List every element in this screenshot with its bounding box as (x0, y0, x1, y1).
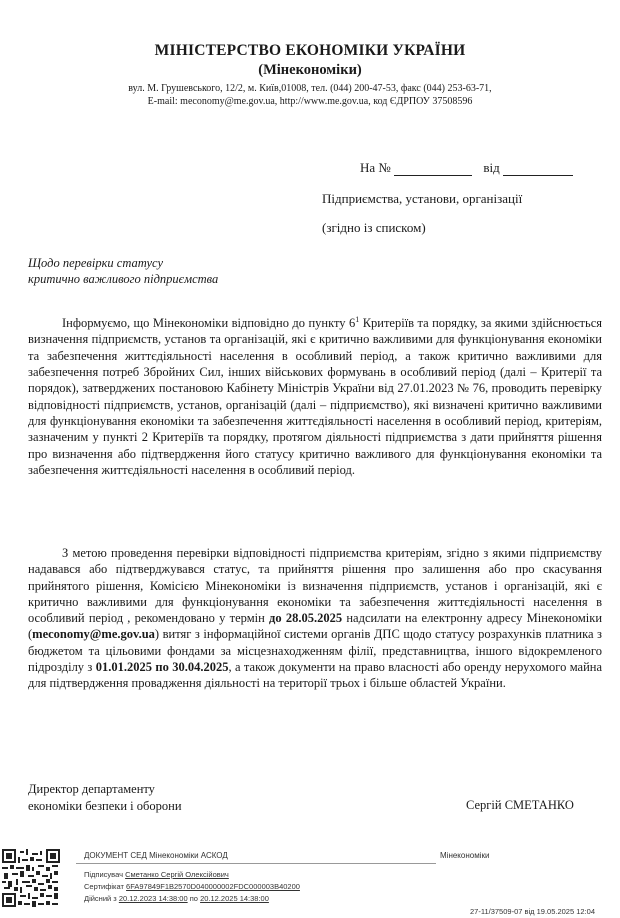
registration-number: 27-11/37509-07 від 19.05.2025 12:04 (470, 907, 595, 916)
address-line-2[interactable]: E-mail: meconomy@me.gov.ua, http://www.me.gov.ua, код ЄДРПОУ 37508596 (147, 96, 473, 107)
qr-code-icon (2, 849, 60, 907)
ref-number-label: На № (360, 160, 391, 175)
ministry-address (0, 82, 620, 108)
subject-line-1: Щодо перевірки статусу (28, 256, 164, 270)
signer-label: Підписувач (84, 870, 123, 879)
signer-position-line-2: економіки безпеки і оборони (28, 799, 182, 813)
body-paragraph-1 (28, 312, 602, 478)
e-signature-footer (0, 843, 620, 918)
address-line-1: вул. М. Грушевського, 12/2, м. Київ,01008, тел. (044) 200-47-53, факс (044) 253-63-71, (128, 83, 492, 94)
ref-number-blank (394, 163, 472, 176)
ref-date-blank (503, 163, 573, 176)
signer-name: Сергій СМЕТАНКО (466, 798, 574, 812)
subject-line-2: критично важливого підприємства (28, 272, 219, 286)
valid-from-label: Дійсний з (84, 894, 117, 903)
validity-row (84, 894, 269, 903)
p2-text-c: ) витяг з інформаційної системи органів ДПС щодо статусу розрахунків платника з бюджетом та цільовими фондами за місцезнаходженням філії, представництва, іншого відокремленого підрозділу з (28, 627, 602, 675)
p2-deadline: до 28.05.2025 (269, 611, 343, 626)
signer-row (84, 870, 229, 879)
p1-start: Інформуємо, що Мінекономіки відповідно до пункту 6 (62, 316, 356, 331)
cert-label: Сертифікат (84, 882, 124, 891)
recipient-line-2: (згідно із списком) (322, 220, 426, 235)
p2-text-b: надсилати на електронну адресу Мінекономіки ( (28, 611, 603, 642)
p2-date-to: 30.04.2025 (172, 660, 229, 675)
reference-line (360, 160, 573, 176)
p2-email[interactable]: meconomy@me.gov.ua (32, 627, 155, 642)
p2-text-a: З метою проведення перевірки відповідності підприємства критеріям, згідно з якими підприємству надавався або підтверджувався статус, та прийняття рішення про залишення або про скасування прийнятого рішення, Комісією Мінекономіки із визначення підприємств, установ і організацій, які є критично важливими для функціонування економіки та забезпечення життєдіяльності населення в особливий період , рекомендовано у термін (28, 546, 602, 626)
valid-from-value: 20.12.2023 14:38:00 (118, 894, 188, 903)
signer-value: Сметанко Сергій Олексійович (125, 870, 229, 879)
doc-system-label: ДОКУМЕНТ СЕД Мінекономіки АСКОД (84, 851, 228, 860)
valid-to-value: 20.12.2025 14:38:00 (200, 894, 269, 903)
ministry-short-name: (Мінекономіки) (258, 62, 362, 78)
ministry-title: МІНІСТЕРСТВО ЕКОНОМІКИ УКРАЇНИ (154, 42, 466, 59)
ref-date-label: від (483, 160, 500, 175)
p2-date-from: 01.01.2025 (95, 660, 153, 675)
signer-position-line-1: Директор департаменту (28, 782, 155, 796)
recipient-line-1: Підприємства, установи, організації (322, 191, 523, 206)
valid-to-label: по (189, 894, 198, 903)
org-stamp: Мінекономіки (440, 851, 490, 860)
p1-superscript: 1 (355, 315, 360, 324)
p2-date-sep: по (152, 660, 173, 675)
signer-position (28, 781, 182, 815)
body-paragraph-2 (28, 545, 602, 692)
cert-value: 6FA97849F1B2570D040000002FDC000003B40200 (126, 882, 300, 891)
subject-block (28, 255, 218, 287)
p2-text-d: , а також документи на право власності або оренду нерухомого майна для підтвердження провадження діяльності на території трьох і більше областей України. (28, 660, 603, 691)
p1-rest: Критеріїв та порядку, за якими здійснюється визначення підприємств, установ та організацій, які є критично важливими для функціонування економіки та забезпечення життєдіяльності населення в особливий період, а також критично важливими для забезпечення потреб Збройних Сил, інших військових формувань в особливий період (далі – Критерії та порядок), затверджених постановою Кабінету Міністрів України від 27.01.2023 № 76, проводить перевірку відповідності підприємств, установ, організацій (далі – підприємство), які визначені критично важливими для функціонування економіки та забезпечення життєдіяльності населення в особливий період, критеріям, зазначеним у пункті 2 Критеріїв та порядку, протягом діяльності підприємства з дати прийняття рішення про визначення або підтвердження його статусу критично важливого для функціонування економіки та забезпечення життєдіяльності населення в особливий період. (28, 316, 602, 477)
certificate-row (84, 882, 300, 891)
